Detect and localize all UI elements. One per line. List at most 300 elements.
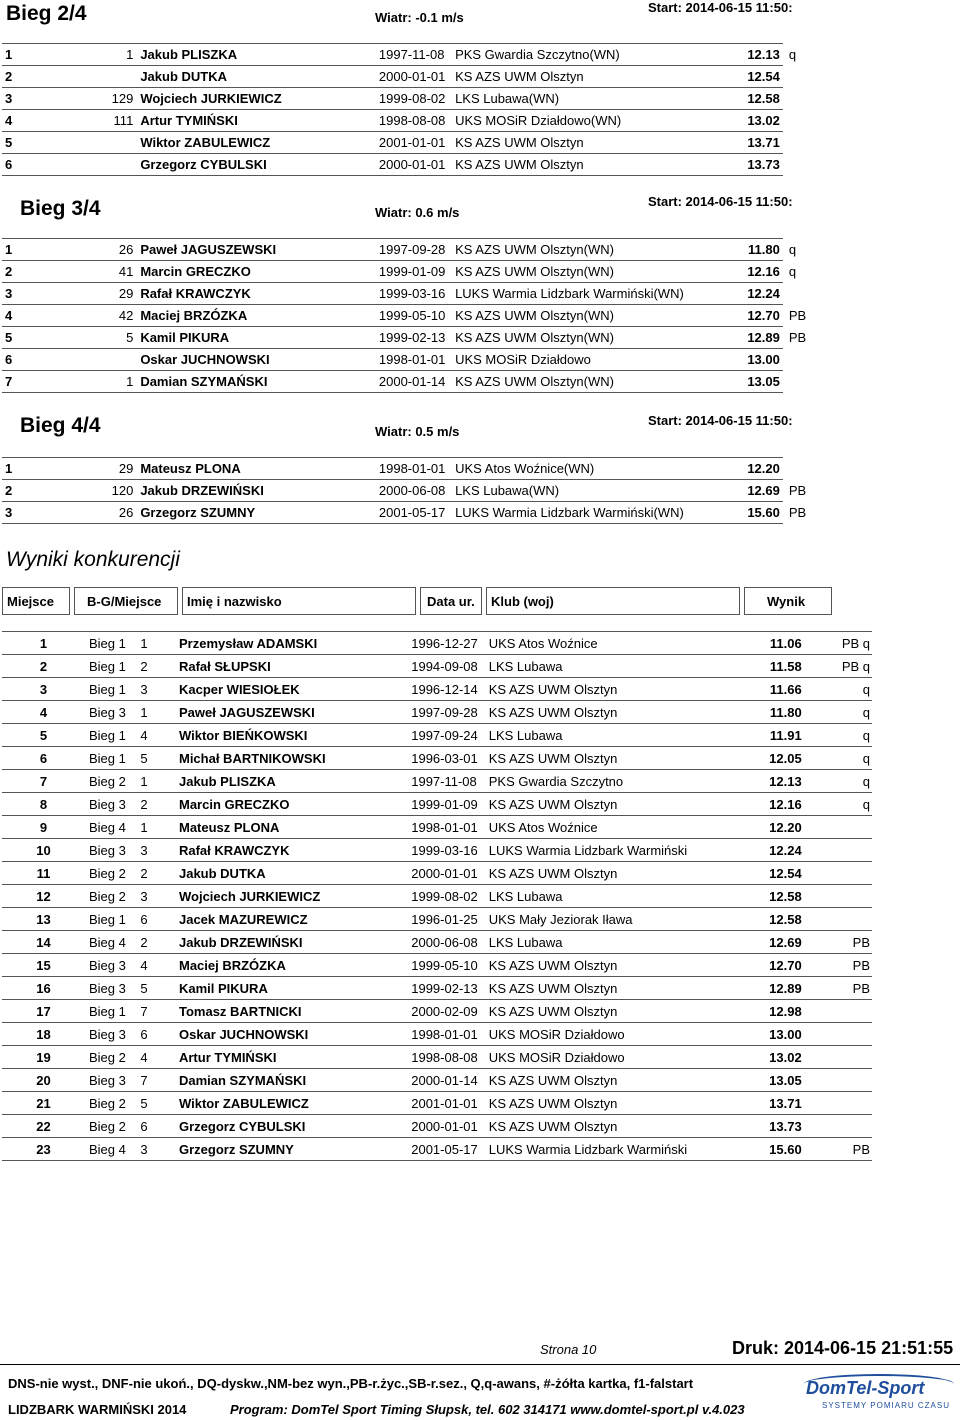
club-name: KS AZS UWM Olsztyn [489,1092,769,1115]
place-cell: 2 [2,655,85,678]
place-cell: 4 [2,701,85,724]
result-time: 13.71 [769,1092,802,1115]
athlete-name: Przemysław ADAMSKI [179,632,411,655]
result-time: 12.16 [727,261,783,283]
birth-date: 1999-02-13 [376,327,452,349]
place-cell: 23 [2,1138,85,1161]
heat-place-cell: 2 [140,793,179,816]
result-time: 13.71 [727,132,783,154]
result-time: 12.24 [769,839,802,862]
result-time: 13.00 [769,1023,802,1046]
athlete-name: Wiktor ZABULEWICZ [137,132,376,154]
logo-text: DomTel-Sport [806,1378,925,1398]
heat-place-cell: 2 [140,862,179,885]
table-row [2,132,816,154]
place-cell: 21 [2,1092,85,1115]
athlete-name: Grzegorz SZUMNY [179,1138,411,1161]
birth-date: 1998-01-01 [411,1023,489,1046]
club-name: LKS Lubawa [489,724,769,747]
club-name: KS AZS UWM Olsztyn [489,678,769,701]
heat-4-wind: Wiatr: 0.5 m/s [375,424,460,439]
table-row [2,701,872,724]
place-cell: 22 [2,1115,85,1138]
heat-cell: Bieg 3 [85,1023,140,1046]
bib-cell [30,349,137,371]
birth-date: 1999-08-02 [411,885,489,908]
birth-date: 1999-02-13 [411,977,489,1000]
heat-place-cell: 1 [140,701,179,724]
club-name: KS AZS UWM Olsztyn(WN) [452,261,727,283]
table-row [2,261,816,283]
result-time: 11.91 [769,724,802,747]
place-cell: 10 [2,839,85,862]
club-name: KS AZS UWM Olsztyn [489,954,769,977]
bib-cell: 120 [30,480,137,502]
place-cell: 8 [2,793,85,816]
logo-subtitle: SYSTEMY POMIARU CZASU [822,1401,950,1410]
table-row [2,862,872,885]
athlete-name: Maciej BRZÓZKA [137,305,376,327]
result-time: 13.05 [769,1069,802,1092]
heat-cell: Bieg 2 [85,770,140,793]
table-row [2,1069,872,1092]
club-name: UKS Mały Jeziorak Iława [489,908,769,931]
club-name: PKS Gwardia Szczytno(WN) [452,44,727,66]
result-note [802,885,872,908]
footer-legend: DNS-nie wyst., DNF-nie ukoń., DQ-dyskw.,NM-bez wyn.,PB-r.życ.,SB-r.sez., Q,q-awans, #-żółta kartka, f1-falstart [8,1376,694,1391]
table-row [2,655,872,678]
footer-divider [0,1364,960,1365]
birth-date: 1998-01-01 [376,349,452,371]
athlete-name: Maciej BRZÓZKA [179,954,411,977]
place-cell: 15 [2,954,85,977]
table-row [2,1023,872,1046]
table-row [2,793,872,816]
club-name: LUKS Warmia Lidzbark Warmiński [489,839,769,862]
athlete-name: Oskar JUCHNOWSKI [137,349,376,371]
birth-date: 1994-09-08 [411,655,489,678]
place-cell: 3 [2,502,30,524]
heat-cell: Bieg 1 [85,1000,140,1023]
club-name: LKS Lubawa [489,931,769,954]
athlete-name: Jakub PLISZKA [137,44,376,66]
result-note: PB [802,931,872,954]
club-name: KS AZS UWM Olsztyn [489,862,769,885]
birth-date: 2000-01-01 [376,154,452,176]
place-cell: 5 [2,132,30,154]
result-time: 12.89 [727,327,783,349]
athlete-name: Jakub DUTKA [179,862,411,885]
print-date: Druk: 2014-06-15 21:51:55 [732,1338,954,1358]
result-note: PB q [802,655,872,678]
table-row [2,44,816,66]
place-cell: 5 [2,724,85,747]
birth-date: 2000-01-14 [376,371,452,393]
athlete-name: Marcin GRECZKO [179,793,411,816]
club-name: UKS MOSiR Działdowo [452,349,727,371]
heat-4-start: Start: 2014-06-15 11:50: [648,413,793,428]
heat-place-cell: 3 [140,1138,179,1161]
bib-cell: 1 [30,44,137,66]
heat-4-body [2,458,816,524]
table-row [2,502,816,524]
place-cell: 7 [2,770,85,793]
table-row [2,1115,872,1138]
result-time: 12.70 [727,305,783,327]
bib-cell: 111 [30,110,137,132]
athlete-name: Damian SZYMAŃSKI [137,371,376,393]
result-time: 11.80 [727,239,783,261]
athlete-name: Marcin GRECZKO [137,261,376,283]
birth-date: 1998-01-01 [411,816,489,839]
club-name: LKS Lubawa [489,655,769,678]
table-row [2,908,872,931]
place-cell: 3 [2,678,85,701]
result-note [802,908,872,931]
bib-cell: 5 [30,327,137,349]
place-cell: 9 [2,816,85,839]
birth-date: 1997-09-24 [411,724,489,747]
place-cell: 1 [2,239,30,261]
heat-place-cell: 4 [140,724,179,747]
result-time: 12.70 [769,954,802,977]
place-cell: 5 [2,327,30,349]
result-note: PB [788,505,807,520]
heat-place-cell: 1 [140,632,179,655]
domtel-logo [798,1374,958,1414]
bib-cell: 29 [30,283,137,305]
result-note [783,66,816,88]
place-cell: 2 [2,66,30,88]
club-name: KS AZS UWM Olsztyn [489,1000,769,1023]
result-note: q [802,793,872,816]
heat-cell: Bieg 2 [85,1092,140,1115]
results-table [2,631,872,1161]
heat-cell: Bieg 1 [85,655,140,678]
heat-4-table [2,457,816,524]
result-time: 15.60 [727,502,783,524]
footer-program: Program: DomTel Sport Timing Słupsk, tel. 602 314171 www.domtel-sport.pl v.4.023 [230,1402,745,1417]
birth-date: 1996-12-27 [411,632,489,655]
birth-date: 1999-03-16 [411,839,489,862]
birth-date: 1997-09-28 [411,701,489,724]
result-time: 12.89 [769,977,802,1000]
result-time: 12.24 [727,283,783,305]
table-row [2,239,816,261]
club-name: UKS MOSiR Działdowo(WN) [452,110,727,132]
place-cell: 16 [2,977,85,1000]
table-row [2,1046,872,1069]
athlete-name: Wojciech JURKIEWICZ [179,885,411,908]
result-time: 15.60 [769,1138,802,1161]
result-time: 13.73 [769,1115,802,1138]
athlete-name: Kamil PIKURA [137,327,376,349]
header-heat: B-G/Miejsce [74,587,178,615]
athlete-name: Rafał KRAWCZYK [179,839,411,862]
athlete-name: Mateusz PLONA [137,458,376,480]
birth-date: 1998-08-08 [376,110,452,132]
result-time: 13.02 [769,1046,802,1069]
heat-place-cell: 5 [140,747,179,770]
birth-date: 2000-01-01 [376,66,452,88]
birth-date: 2001-01-01 [411,1092,489,1115]
result-time: 11.66 [769,678,802,701]
bib-cell: 41 [30,261,137,283]
place-cell: 2 [2,261,30,283]
heat-cell: Bieg 4 [85,1138,140,1161]
header-result: Wynik [744,587,832,615]
table-row [2,110,816,132]
birth-date: 2001-05-17 [376,502,452,524]
result-time: 12.20 [727,458,783,480]
heat-place-cell: 6 [140,908,179,931]
heat-cell: Bieg 2 [85,1115,140,1138]
club-name: KS AZS UWM Olsztyn [452,66,727,88]
result-time: 11.80 [769,701,802,724]
club-name: LKS Lubawa(WN) [452,480,727,502]
result-note: q [788,264,797,279]
result-time: 12.16 [769,793,802,816]
table-row [2,349,816,371]
heat-cell: Bieg 2 [85,862,140,885]
table-row [2,154,816,176]
birth-date: 2001-01-01 [376,132,452,154]
athlete-name: Jakub DRZEWIŃSKI [137,480,376,502]
result-note: q [788,47,797,62]
athlete-name: Paweł JAGUSZEWSKI [179,701,411,724]
club-name: KS AZS UWM Olsztyn [489,1115,769,1138]
heat-place-cell: 2 [140,931,179,954]
table-row [2,480,816,502]
table-row [2,1000,872,1023]
heat-cell: Bieg 3 [85,1069,140,1092]
athlete-name: Paweł JAGUSZEWSKI [137,239,376,261]
result-note: q [802,770,872,793]
athlete-name: Kacper WIESIOŁEK [179,678,411,701]
birth-date: 2000-01-14 [411,1069,489,1092]
heat-place-cell: 6 [140,1023,179,1046]
athlete-name: Jacek MAZUREWICZ [179,908,411,931]
result-note [783,110,816,132]
heat-2-start: Start: 2014-06-15 11:50: [648,0,793,15]
place-cell: 1 [2,632,85,655]
athlete-name: Jakub PLISZKA [179,770,411,793]
club-name: UKS Atos Woźnice [489,632,769,655]
table-row [2,66,816,88]
birth-date: 1999-01-09 [376,261,452,283]
heat-place-cell: 1 [140,770,179,793]
result-time: 12.54 [727,66,783,88]
heat-place-cell: 6 [140,1115,179,1138]
heat-3-title: Bieg 3/4 [20,197,101,220]
birth-date: 1997-11-08 [411,770,489,793]
athlete-name: Artur TYMIŃSKI [179,1046,411,1069]
heat-2-body [2,44,816,176]
heat-place-cell: 3 [140,885,179,908]
heat-place-cell: 3 [140,839,179,862]
heat-3-start: Start: 2014-06-15 11:50: [648,194,793,209]
bib-cell: 129 [30,88,137,110]
result-time: 12.13 [727,44,783,66]
birth-date: 2000-06-08 [411,931,489,954]
result-note: PB [788,330,807,345]
result-note [802,1000,872,1023]
result-time: 12.13 [769,770,802,793]
table-row [2,839,872,862]
heat-cell: Bieg 1 [85,724,140,747]
result-note [783,349,816,371]
heat-place-cell: 5 [140,977,179,1000]
heat-cell: Bieg 4 [85,931,140,954]
bib-cell [30,66,137,88]
table-row [2,283,816,305]
footer-venue: LIDZBARK WARMIŃSKI 2014 [8,1402,187,1417]
bib-cell: 29 [30,458,137,480]
place-cell: 3 [2,283,30,305]
result-note [802,1069,872,1092]
club-name: PKS Gwardia Szczytno [489,770,769,793]
result-time: 12.20 [769,816,802,839]
result-note: q [802,747,872,770]
result-note [802,862,872,885]
result-note [802,1046,872,1069]
result-note: PB [788,483,807,498]
table-row [2,371,816,393]
birth-date: 1997-11-08 [376,44,452,66]
results-body [2,632,872,1161]
result-note: q [802,678,872,701]
place-cell: 6 [2,154,30,176]
club-name: UKS Atos Woźnice(WN) [452,458,727,480]
club-name: KS AZS UWM Olsztyn(WN) [452,239,727,261]
heat-cell: Bieg 1 [85,908,140,931]
result-note [802,1023,872,1046]
birth-date: 2000-02-09 [411,1000,489,1023]
birth-date: 1999-01-09 [411,793,489,816]
bib-cell: 26 [30,502,137,524]
athlete-name: Wojciech JURKIEWICZ [137,88,376,110]
heat-cell: Bieg 3 [85,701,140,724]
result-note: q [788,242,797,257]
heat-cell: Bieg 3 [85,977,140,1000]
athlete-name: Kamil PIKURA [179,977,411,1000]
result-note [783,283,816,305]
heat-place-cell: 3 [140,678,179,701]
heat-place-cell: 1 [140,816,179,839]
result-time: 12.98 [769,1000,802,1023]
result-note [802,1092,872,1115]
heat-cell: Bieg 3 [85,839,140,862]
birth-date: 1997-09-28 [376,239,452,261]
heat-place-cell: 5 [140,1092,179,1115]
result-time: 12.69 [727,480,783,502]
results-title: Wyniki konkurencji [6,548,180,571]
table-row [2,305,816,327]
result-time: 12.54 [769,862,802,885]
place-cell: 19 [2,1046,85,1069]
result-note [802,816,872,839]
heat-3-table [2,238,816,393]
heat-3-body [2,239,816,393]
club-name: KS AZS UWM Olsztyn [489,701,769,724]
heat-place-cell: 7 [140,1000,179,1023]
table-row [2,458,816,480]
club-name: UKS Atos Woźnice [489,816,769,839]
table-row [2,770,872,793]
header-place: Miejsce [2,587,70,615]
club-name: KS AZS UWM Olsztyn [489,1069,769,1092]
result-time: 12.05 [769,747,802,770]
header-birth: Data ur. [420,587,482,615]
club-name: KS AZS UWM Olsztyn [452,154,727,176]
table-row [2,747,872,770]
birth-date: 1998-01-01 [376,458,452,480]
bib-cell [30,132,137,154]
heat-cell: Bieg 1 [85,747,140,770]
heat-cell: Bieg 2 [85,885,140,908]
birth-date: 2000-06-08 [376,480,452,502]
result-note [783,458,816,480]
club-name: KS AZS UWM Olsztyn [489,793,769,816]
club-name: KS AZS UWM Olsztyn [452,132,727,154]
bib-cell: 1 [30,371,137,393]
birth-date: 2000-01-01 [411,862,489,885]
result-note: PB [802,954,872,977]
bib-cell [30,154,137,176]
heat-2-wind: Wiatr: -0.1 m/s [375,10,464,25]
result-note [802,1115,872,1138]
place-cell: 12 [2,885,85,908]
result-time: 11.06 [769,632,802,655]
place-cell: 4 [2,110,30,132]
athlete-name: Grzegorz CYBULSKI [137,154,376,176]
place-cell: 1 [2,44,30,66]
heat-cell: Bieg 1 [85,678,140,701]
table-row [2,1138,872,1161]
heat-cell: Bieg 3 [85,793,140,816]
place-cell: 18 [2,1023,85,1046]
table-row [2,327,816,349]
table-row [2,954,872,977]
club-name: LKS Lubawa(WN) [452,88,727,110]
athlete-name: Rafał KRAWCZYK [137,283,376,305]
birth-date: 1999-05-10 [411,954,489,977]
birth-date: 1999-03-16 [376,283,452,305]
result-note [783,88,816,110]
club-name: KS AZS UWM Olsztyn [489,747,769,770]
birth-date: 1998-08-08 [411,1046,489,1069]
place-cell: 6 [2,349,30,371]
result-time: 12.69 [769,931,802,954]
result-note [783,132,816,154]
table-row [2,977,872,1000]
place-cell: 17 [2,1000,85,1023]
header-club: Klub (woj) [486,587,740,615]
table-row [2,632,872,655]
place-cell: 14 [2,931,85,954]
heat-cell: Bieg 3 [85,954,140,977]
result-time: 11.58 [769,655,802,678]
heat-4-title: Bieg 4/4 [20,414,101,437]
result-time: 13.00 [727,349,783,371]
birth-date: 1999-08-02 [376,88,452,110]
club-name: LKS Lubawa [489,885,769,908]
club-name: KS AZS UWM Olsztyn(WN) [452,305,727,327]
heat-place-cell: 7 [140,1069,179,1092]
athlete-name: Grzegorz SZUMNY [137,502,376,524]
club-name: KS AZS UWM Olsztyn [489,977,769,1000]
heat-cell: Bieg 4 [85,816,140,839]
